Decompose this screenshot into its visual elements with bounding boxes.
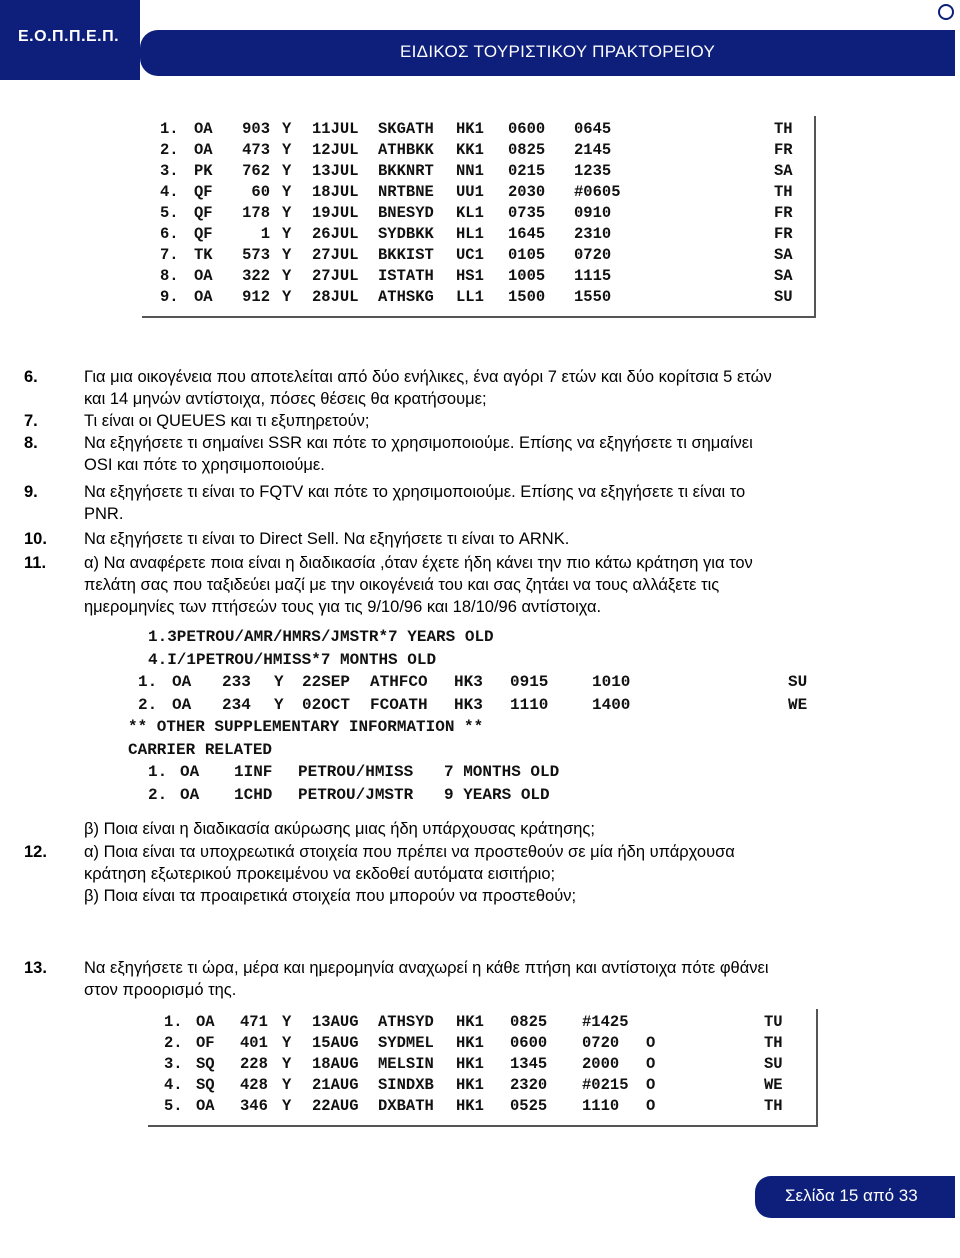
question-text: Να εξηγήσετε τι είναι το FQTV και πότε το χρησιμοποιούμε. Επίσης να εξηγήσετε τι είναι το bbox=[84, 483, 746, 501]
seg-num: 8. bbox=[160, 267, 179, 285]
seg-num: 2. bbox=[164, 1034, 183, 1052]
city-pair: SINDXB bbox=[378, 1076, 434, 1094]
age-note: 9 YEARS OLD bbox=[444, 785, 550, 804]
table-row bbox=[142, 120, 814, 141]
table-row bbox=[142, 141, 814, 162]
city-pair: SYDBKK bbox=[378, 225, 434, 243]
day: WE bbox=[788, 695, 808, 714]
pnr-name-text: 4.I/1PETROU/HMISS*7 MONTHS OLD bbox=[148, 650, 437, 669]
dep-time: 1645 bbox=[508, 225, 546, 243]
status: HS1 bbox=[456, 267, 484, 285]
date: 18JUL bbox=[312, 183, 359, 201]
status: HK3 bbox=[454, 673, 483, 691]
date: 13JUL bbox=[312, 162, 359, 180]
class: Y bbox=[274, 695, 284, 714]
osi-num: 1. bbox=[148, 763, 168, 781]
airline: OA bbox=[172, 695, 192, 714]
question-text: OSI και πότε το χρησιμοποιούμε. bbox=[84, 456, 325, 474]
osi-num: 2. bbox=[148, 785, 168, 804]
flight-no: 573 bbox=[242, 246, 270, 264]
status: HK1 bbox=[456, 1097, 484, 1115]
dep-time: 0215 bbox=[508, 162, 546, 180]
flag: O bbox=[646, 1097, 656, 1115]
question-text: PNR. bbox=[84, 505, 124, 523]
status: UU1 bbox=[456, 183, 484, 201]
day: TH bbox=[764, 1034, 783, 1052]
dep-time: 0735 bbox=[508, 204, 546, 222]
city-pair: ATHSKG bbox=[378, 288, 434, 306]
question-text: α) Να αναφέρετε ποια είναι η διαδικασία ,όταν έχετε ήδη κάνει την πιο κάτω κράτηση για τον bbox=[84, 554, 753, 572]
date: 27JUL bbox=[312, 246, 359, 264]
question-text: στον προορισμό της. bbox=[84, 981, 237, 999]
city-pair: ATHSYD bbox=[378, 1013, 434, 1031]
status: KL1 bbox=[456, 204, 484, 222]
carrier-related-text: CARRIER RELATED bbox=[128, 740, 273, 759]
city-pair: BKKIST bbox=[378, 246, 434, 264]
status: HK1 bbox=[456, 1013, 484, 1031]
flag: O bbox=[646, 1076, 656, 1094]
class: Y bbox=[282, 120, 292, 138]
arr-time: 1110 bbox=[582, 1097, 620, 1115]
airline: OA bbox=[194, 120, 213, 138]
question-number: 11. bbox=[24, 554, 47, 572]
flight-no: 346 bbox=[240, 1097, 268, 1115]
question-number: 12. bbox=[24, 843, 47, 861]
day: SU bbox=[764, 1055, 783, 1073]
question-11b: β) Ποια είναι η διαδικασία ακύρωσης μιας ήδη υπάρχουσας κράτησης; bbox=[84, 820, 595, 838]
class: Y bbox=[282, 1097, 292, 1115]
day: SA bbox=[774, 162, 793, 180]
day: FR bbox=[774, 204, 793, 222]
flight-no: 60 bbox=[251, 183, 270, 201]
seg-num: 3. bbox=[160, 162, 179, 180]
dep-time: 1345 bbox=[510, 1055, 548, 1073]
table-row bbox=[142, 288, 814, 309]
airline: OA bbox=[180, 763, 200, 781]
dep-time: 2030 bbox=[508, 183, 546, 201]
pax-type: 1CHD bbox=[234, 785, 273, 804]
airline: PK bbox=[194, 162, 213, 180]
question-text: β) Ποια είναι τα προαιρετικά στοιχεία που μπορούν να προστεθούν; bbox=[84, 887, 577, 905]
table-row bbox=[142, 246, 814, 267]
seg-num: 1. bbox=[160, 120, 179, 138]
pax-name: PETROU/HMISS bbox=[298, 763, 414, 781]
table-row bbox=[142, 204, 814, 225]
date: 27JUL bbox=[312, 267, 359, 285]
city-pair: ATHFCO bbox=[370, 673, 428, 691]
pnr-name-line bbox=[124, 651, 814, 674]
carrier-related bbox=[124, 741, 814, 764]
class: Y bbox=[282, 1055, 292, 1073]
seg-num: 2. bbox=[160, 141, 179, 159]
arr-time: 2145 bbox=[574, 141, 612, 159]
seg-num: 1. bbox=[164, 1013, 183, 1031]
arr-time: 1400 bbox=[592, 695, 631, 714]
city-pair: FCOATH bbox=[370, 695, 428, 714]
airline: QF bbox=[194, 183, 213, 201]
question-number: 9. bbox=[24, 483, 38, 501]
day: FR bbox=[774, 225, 793, 243]
airline: OA bbox=[180, 785, 200, 804]
seg-num: 3. bbox=[164, 1055, 183, 1073]
day: TH bbox=[774, 120, 793, 138]
flight-no: 473 bbox=[242, 141, 270, 159]
airline: OA bbox=[172, 673, 192, 691]
status: HK3 bbox=[454, 695, 483, 714]
question-number: 10. bbox=[24, 530, 47, 548]
airline: TK bbox=[194, 246, 213, 264]
day: WE bbox=[764, 1076, 783, 1094]
airline: OA bbox=[196, 1097, 215, 1115]
day: SA bbox=[774, 246, 793, 264]
arr-time: 0910 bbox=[574, 204, 612, 222]
arr-time: 2310 bbox=[574, 225, 612, 243]
seg-num: 1. bbox=[138, 673, 158, 691]
arr-time: 0720 bbox=[582, 1034, 620, 1052]
city-pair: BNESYD bbox=[378, 204, 434, 222]
dep-time: 0105 bbox=[508, 246, 546, 264]
date: 28JUL bbox=[312, 288, 359, 306]
date: 15AUG bbox=[312, 1034, 359, 1052]
class: Y bbox=[282, 183, 292, 201]
seg-num: 6. bbox=[160, 225, 179, 243]
question-number: 13. bbox=[24, 959, 47, 977]
flight-no: 228 bbox=[240, 1055, 268, 1073]
flight-no: 428 bbox=[240, 1076, 268, 1094]
city-pair: ISTATH bbox=[378, 267, 434, 285]
pax-type: 1INF bbox=[234, 763, 273, 781]
arr-time: 0720 bbox=[574, 246, 612, 264]
status: LL1 bbox=[456, 288, 484, 306]
page-header bbox=[0, 0, 960, 80]
seg-num: 5. bbox=[160, 204, 179, 222]
question-number: 6. bbox=[24, 368, 38, 386]
flight-table-3 bbox=[148, 1009, 818, 1127]
arr-time: 1550 bbox=[574, 288, 612, 306]
page-footer bbox=[755, 1176, 955, 1218]
osi-line bbox=[124, 786, 814, 809]
flag: O bbox=[646, 1034, 656, 1052]
dep-time: 1005 bbox=[508, 267, 546, 285]
table-row bbox=[148, 1055, 816, 1076]
dep-time: 0600 bbox=[510, 1034, 548, 1052]
seg-num: 9. bbox=[160, 288, 179, 306]
page-number: Σελίδα 15 από 33 bbox=[785, 1186, 918, 1205]
flight-no: 322 bbox=[242, 267, 270, 285]
day: FR bbox=[774, 141, 793, 159]
day: TU bbox=[764, 1013, 783, 1031]
question-text: α) Ποια είναι τα υποχρεωτικά στοιχεία που πρέπει να προστεθούν σε μία ήδη υπάρχουσα bbox=[84, 843, 735, 861]
pnr-segment bbox=[124, 696, 814, 719]
city-pair: MELSIN bbox=[378, 1055, 434, 1073]
question-text: Να εξηγήσετε τι σημαίνει SSR και πότε το χρησιμοποιούμε. Επίσης να εξηγήσετε τι σημαίνει bbox=[84, 434, 753, 452]
status: HL1 bbox=[456, 225, 484, 243]
org-name: Ε.Ο.Π.Π.Ε.Π. bbox=[18, 28, 120, 45]
flight-no: 903 bbox=[242, 120, 270, 138]
city-pair: SYDMEL bbox=[378, 1034, 434, 1052]
class: Y bbox=[282, 1076, 292, 1094]
pax-name: PETROU/JMSTR bbox=[298, 785, 414, 804]
osi-header bbox=[124, 718, 814, 741]
class: Y bbox=[282, 204, 292, 222]
class: Y bbox=[282, 225, 292, 243]
city-pair: BKKNRT bbox=[378, 162, 434, 180]
day: TH bbox=[764, 1097, 783, 1115]
arr-time: #1425 bbox=[582, 1013, 629, 1031]
table-row bbox=[142, 267, 814, 288]
class: Y bbox=[282, 1034, 292, 1052]
question-text: Να εξηγήσετε τι είναι το Direct Sell. Να εξηγήσετε τι είναι το ARNK. bbox=[84, 530, 570, 548]
class: Y bbox=[282, 267, 292, 285]
seg-num: 5. bbox=[164, 1097, 183, 1115]
flight-no: 762 bbox=[242, 162, 270, 180]
status: HK1 bbox=[456, 120, 484, 138]
table-row bbox=[142, 183, 814, 204]
status: HK1 bbox=[456, 1076, 484, 1094]
flight-no: 234 bbox=[222, 695, 251, 714]
question-text: Για μια οικογένεια που αποτελείται από δύο ενήλικες, ένα αγόρι 7 ετών και δύο κορίτσια 5 ετών bbox=[84, 368, 772, 386]
flag: O bbox=[646, 1055, 656, 1073]
city-pair: ATHBKK bbox=[378, 141, 434, 159]
flight-no: 471 bbox=[240, 1013, 268, 1031]
question-text: Να εξηγήσετε τι ώρα, μέρα και ημερομηνία αναχωρεί η κάθε πτήση και αντίστοιχα πότε φθάνει bbox=[84, 959, 769, 977]
flight-table-1 bbox=[142, 116, 816, 318]
airline: OA bbox=[194, 141, 213, 159]
question-text: ημερομηνίες των πτήσεών τους για τις 9/10/96 και 18/10/96 αντίστοιχα. bbox=[84, 598, 602, 616]
arr-time: 1010 bbox=[592, 673, 631, 691]
table-row bbox=[148, 1076, 816, 1097]
class: Y bbox=[282, 288, 292, 306]
airline: QF bbox=[194, 225, 213, 243]
class: Y bbox=[282, 162, 292, 180]
osi-line bbox=[124, 763, 814, 786]
dep-time: 0915 bbox=[510, 673, 549, 691]
city-pair: DXBATH bbox=[378, 1097, 434, 1115]
question-text: και 14 μηνών αντίστοιχα, πόσες θέσεις θα κρατήσουμε; bbox=[84, 390, 487, 408]
flight-no: 912 bbox=[242, 288, 270, 306]
airline: OA bbox=[196, 1013, 215, 1031]
date: 22SEP bbox=[302, 673, 351, 691]
age-note: 7 MONTHS OLD bbox=[444, 763, 560, 781]
city-pair: SKGATH bbox=[378, 120, 434, 138]
date: 11JUL bbox=[312, 120, 359, 138]
dep-time: 0825 bbox=[510, 1013, 548, 1031]
airline: SQ bbox=[196, 1076, 215, 1094]
pnr-name-line bbox=[124, 628, 814, 651]
flight-no: 233 bbox=[222, 673, 251, 691]
document-title: ΕΙΔΙΚΟΣ ΤΟΥΡΙΣΤΙΚΟΥ ΠΡΑΚΤΟΡΕΙΟΥ bbox=[400, 42, 716, 61]
seg-num: 7. bbox=[160, 246, 179, 264]
corner-circle-icon bbox=[938, 4, 954, 20]
date: 18AUG bbox=[312, 1055, 359, 1073]
dep-time: 0525 bbox=[510, 1097, 548, 1115]
dep-time: 0600 bbox=[508, 120, 546, 138]
question-text: Τι είναι οι QUEUES και τι εξυπηρετούν; bbox=[84, 412, 370, 430]
airline: OA bbox=[194, 267, 213, 285]
question-text: πελάτη σας που ταξιδεύει μαζί με την οικογένειά του και σας ζητάει να τους αλλάξετε τις bbox=[84, 576, 720, 594]
table-row bbox=[148, 1097, 816, 1118]
flight-no: 178 bbox=[242, 204, 270, 222]
airline: OA bbox=[194, 288, 213, 306]
status: UC1 bbox=[456, 246, 484, 264]
status: HK1 bbox=[456, 1034, 484, 1052]
title-banner bbox=[140, 30, 955, 76]
flight-no: 1 bbox=[260, 225, 270, 243]
day: TH bbox=[774, 183, 793, 201]
airline: QF bbox=[194, 204, 213, 222]
status: HK1 bbox=[456, 1055, 484, 1073]
class: Y bbox=[282, 141, 292, 159]
seg-num: 2. bbox=[138, 695, 158, 714]
pnr-display bbox=[124, 626, 814, 814]
airline: OF bbox=[196, 1034, 215, 1052]
date: 22AUG bbox=[312, 1097, 359, 1115]
status: KK1 bbox=[456, 141, 484, 159]
seg-num: 4. bbox=[160, 183, 179, 201]
seg-num: 4. bbox=[164, 1076, 183, 1094]
dep-time: 0825 bbox=[508, 141, 546, 159]
dep-time: 1110 bbox=[510, 695, 549, 714]
class: Y bbox=[274, 673, 284, 691]
org-badge bbox=[0, 0, 140, 80]
date: 12JUL bbox=[312, 141, 359, 159]
day: SU bbox=[774, 288, 793, 306]
flight-no: 401 bbox=[240, 1034, 268, 1052]
arr-time: 2000 bbox=[582, 1055, 620, 1073]
date: 21AUG bbox=[312, 1076, 359, 1094]
class: Y bbox=[282, 246, 292, 264]
date: 13AUG bbox=[312, 1013, 359, 1031]
date: 02OCT bbox=[302, 695, 351, 714]
arr-time: 1115 bbox=[574, 267, 612, 285]
date: 19JUL bbox=[312, 204, 359, 222]
osi-header-text: ** OTHER SUPPLEMENTARY INFORMATION ** bbox=[128, 718, 484, 736]
city-pair: NRTBNE bbox=[378, 183, 434, 201]
day: SA bbox=[774, 267, 793, 285]
status: NN1 bbox=[456, 162, 484, 180]
date: 26JUL bbox=[312, 225, 359, 243]
dep-time: 1500 bbox=[508, 288, 546, 306]
pnr-name-text: 1.3PETROU/AMR/HMRS/JMSTR*7 YEARS OLD bbox=[148, 628, 494, 646]
question-number: 7. bbox=[24, 412, 38, 430]
arr-time: #0605 bbox=[574, 183, 621, 201]
pnr-segment bbox=[124, 673, 814, 696]
arr-time: 0645 bbox=[574, 120, 612, 138]
table-row bbox=[148, 1013, 816, 1034]
arr-time: #0215 bbox=[582, 1076, 629, 1094]
question-text: κράτηση εξωτερικού προκειμένου να εκδοθεί αυτόματα εισιτήριο; bbox=[84, 865, 556, 883]
day: SU bbox=[788, 673, 808, 691]
airline: SQ bbox=[196, 1055, 215, 1073]
class: Y bbox=[282, 1013, 292, 1031]
table-row bbox=[142, 162, 814, 183]
question-number: 8. bbox=[24, 434, 38, 452]
table-row bbox=[148, 1034, 816, 1055]
dep-time: 2320 bbox=[510, 1076, 548, 1094]
table-row bbox=[142, 225, 814, 246]
arr-time: 1235 bbox=[574, 162, 612, 180]
